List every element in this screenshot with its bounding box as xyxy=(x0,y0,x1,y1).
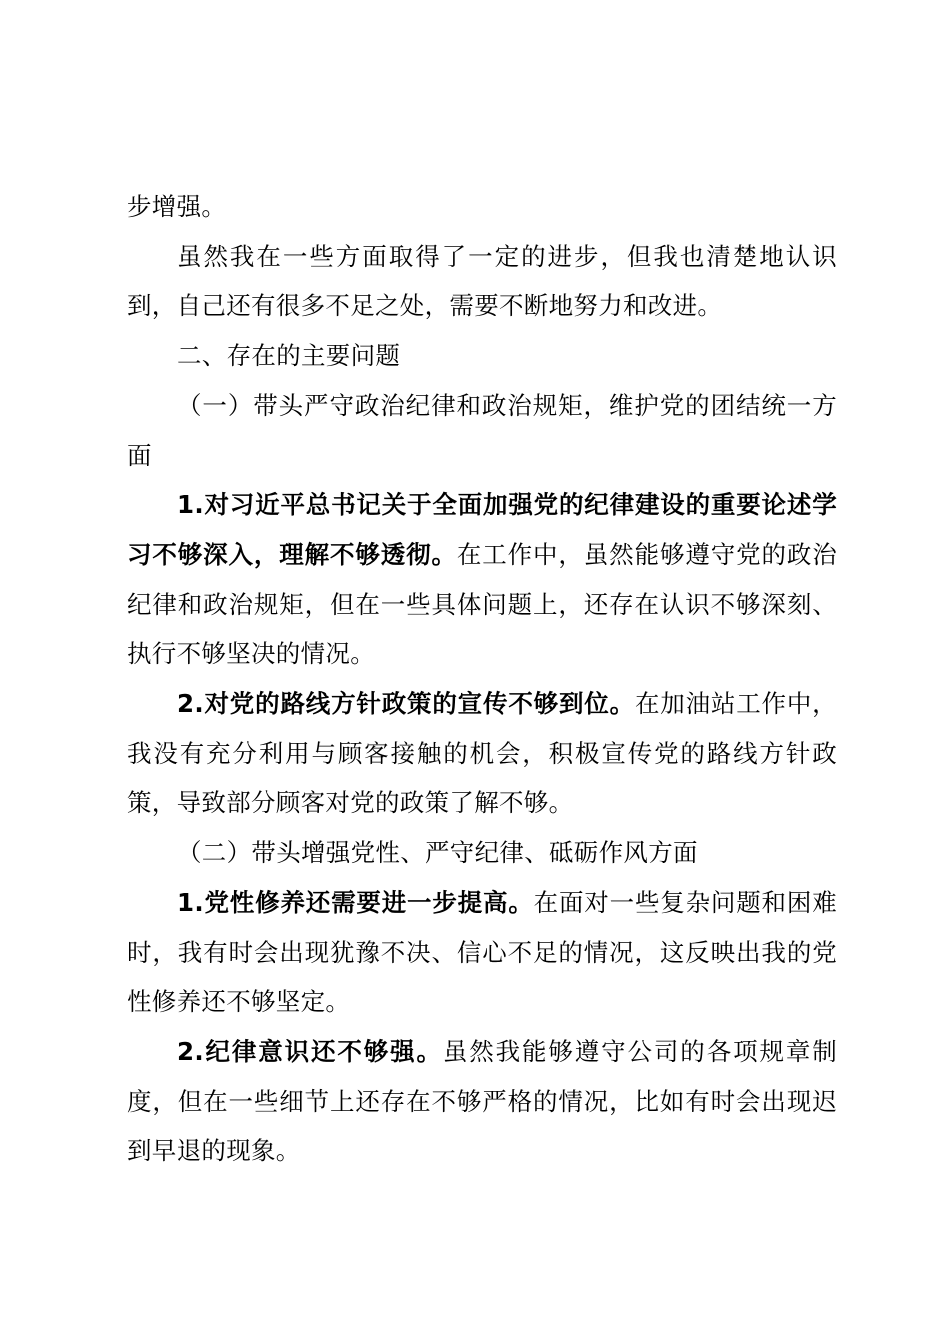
paragraph-item-2-publicity xyxy=(127,679,837,828)
paragraph-item-1-study xyxy=(127,480,837,679)
paragraph-continuation xyxy=(127,182,837,232)
section-heading-main-problems xyxy=(127,331,837,381)
item-lead-bold: 2.纪律意识还不够强。 xyxy=(177,1036,443,1066)
item-lead-bold: 2.对党的路线方针政策的宣传不够到位。 xyxy=(177,689,635,719)
document-body xyxy=(127,182,837,1176)
heading-text: 二、存在的主要问题 xyxy=(177,341,401,371)
paragraph-item-2-discipline xyxy=(127,1027,837,1176)
paragraph-text: 虽然我在一些方面取得了一定的进步，但我也清楚地认识到，自己还有很多不足之处，需要不断地努力和改进。 xyxy=(127,241,837,321)
paragraph-text: 在加油站工作中，我没有充分利用与顾客接触的机会，积极宣传党的路线方针政策，导致部分顾客对党的政策了解不够。 xyxy=(127,689,837,818)
paragraph-text: 步增强。 xyxy=(127,192,227,221)
paragraph-text: 在工作中，虽然能够遵守党的政治纪律和政治规矩，但在一些具体问题上，还存在认识不够深刻、执行不够坚决的情况。 xyxy=(127,539,838,669)
heading-text: （二）带头增强党性、严守纪律、砥砺作风方面 xyxy=(177,838,698,868)
subsection-heading-party-spirit xyxy=(127,828,837,878)
subsection-heading-political-discipline xyxy=(127,381,837,480)
heading-text: （一）带头严守政治纪律和政治规矩，维护党的团结统一方面 xyxy=(127,390,837,470)
paragraph-item-1-cultivation xyxy=(127,878,837,1027)
item-lead-bold: 1.党性修养还需要进一步提高。 xyxy=(177,887,534,917)
paragraph-progress-reflection xyxy=(127,232,837,331)
paragraph-text: 在面对一些复杂问题和困难时，我有时会出现犹豫不决、信心不足的情况，这反映出我的党性修养还不够坚定。 xyxy=(127,887,837,1017)
paragraph-text: 虽然我能够遵守公司的各项规章制度，但在一些细节上还存在不够严格的情况，比如有时会出现迟到早退的现象。 xyxy=(127,1036,837,1166)
item-lead-bold: 1.对习近平总书记关于全面加强党的纪律建设的重要论述学习不够深入，理解不够透彻。 xyxy=(127,490,837,569)
